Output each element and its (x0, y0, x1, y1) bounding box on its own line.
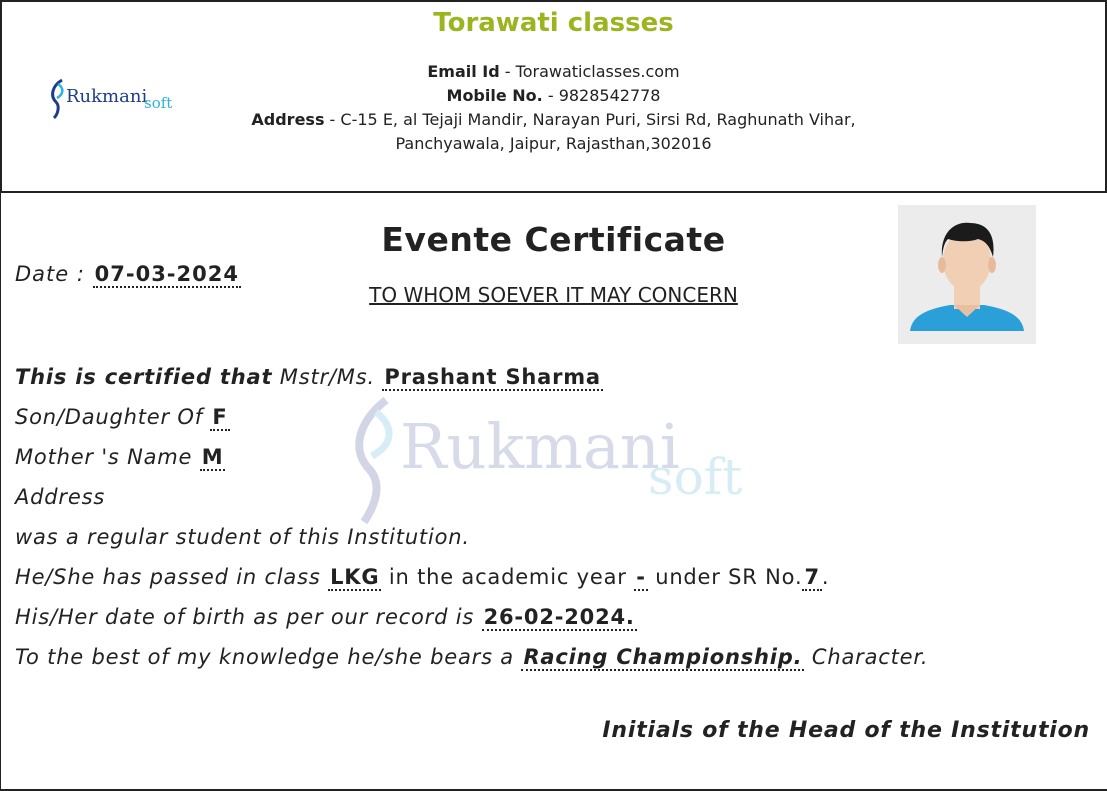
student-avatar-icon (898, 205, 1036, 344)
mother-label: Mother 's Name (15, 445, 193, 469)
mother-value: M (201, 445, 224, 469)
sr-text: under SR No. (655, 565, 803, 589)
date-value: 07-03-2024 (94, 262, 239, 286)
certificate-header (0, 0, 1107, 193)
address-line-1: C-15 E, al Tejaji Mandir, Narayan Puri, Sirsi Rd, Raghunath Vihar, (340, 110, 856, 129)
dob-value: 26-02-2024. (483, 605, 635, 629)
address-line-2: Panchyawala, Jaipur, Rajasthan,302016 (395, 134, 712, 153)
institution-name: Torawati classes (433, 8, 674, 38)
watermark-text-main: Rukmani (400, 410, 680, 483)
address-line: Address - C-15 E, al Tejaji Mandir, Narayan Puri, Sirsi Rd, Raghunath Vihar, (251, 110, 856, 129)
student-name: Prashant Sharma (384, 365, 601, 389)
email-line: Email Id - Torawaticlasses.com (427, 62, 680, 81)
mother-line (15, 437, 928, 477)
email-label: Email Id (427, 62, 500, 81)
mobile-line: Mobile No. - 9828542778 (446, 86, 661, 105)
sr-number-value: 7 (804, 565, 820, 589)
character-value: Racing Championship. (523, 645, 803, 669)
regular-student-line: was a regular student of this Institution. (15, 525, 470, 549)
contact-block (2, 60, 1105, 156)
dob-line (15, 597, 928, 637)
logo-text-main: Rukmani (66, 86, 148, 107)
certificate-body (15, 357, 928, 677)
dob-text: His/Her date of birth as per our record is (15, 605, 475, 629)
signature-label: Initials of the Head of the Institution (602, 718, 1090, 743)
academic-text: in the academic year (388, 565, 627, 589)
date-label: Date : (15, 262, 85, 286)
knowledge-text: To the best of my knowledge he/she bears a (15, 645, 514, 669)
parent-value: F (212, 405, 228, 429)
student-photo (898, 205, 1036, 344)
character-line (15, 637, 928, 677)
mobile-value: 9828542778 (558, 86, 661, 105)
certificate-title: Evente Certificate (381, 220, 726, 259)
class-value: LKG (330, 565, 380, 589)
mobile-label: Mobile No. (446, 86, 543, 105)
parent-line (15, 397, 928, 437)
watermark-text-suffix: soft (648, 448, 743, 506)
date-line (15, 262, 241, 286)
certificate-subtitle: TO WHOM SOEVER IT MAY CONCERN (369, 283, 738, 307)
academic-year-value: - (636, 565, 646, 589)
address-label-line: Address (15, 485, 106, 509)
passed-prefix: He/She has passed in class (15, 565, 321, 589)
email-value: Torawaticlasses.com (515, 62, 680, 81)
class-line: He/She has passed in class LKG in the academic year - under SR No.7. (15, 565, 830, 589)
character-suffix: Character. (811, 645, 929, 669)
certified-prefix: This is certified that (15, 365, 273, 389)
address-label: Address (251, 110, 325, 129)
logo-text-suffix: soft (144, 94, 173, 112)
title-prefix: Mstr/Ms. (279, 365, 375, 389)
certified-line (15, 357, 928, 397)
parent-label: Son/Daughter Of (15, 405, 203, 429)
